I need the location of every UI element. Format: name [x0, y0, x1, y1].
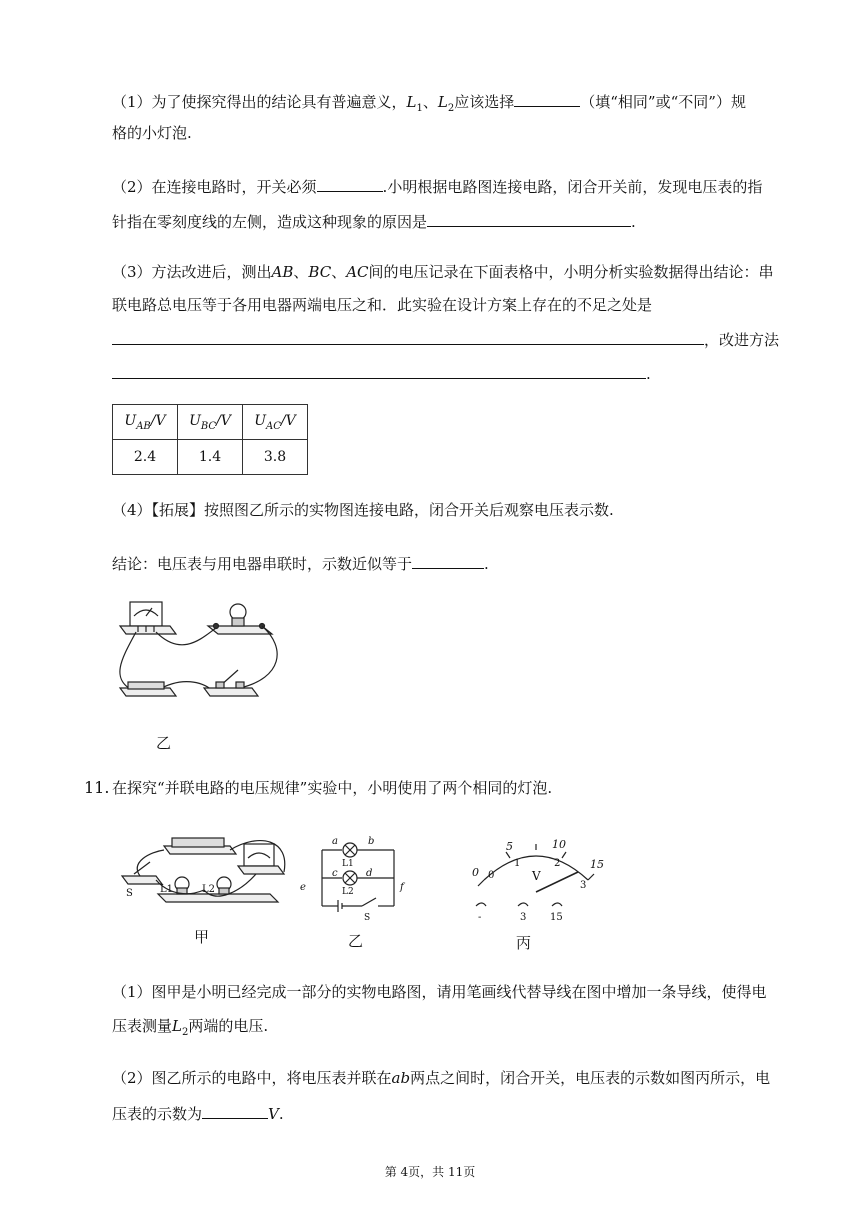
answer-blank[interactable]: [112, 328, 704, 345]
dial-bottom-1: 1: [514, 858, 521, 869]
terminal-neg: -: [478, 912, 482, 923]
q11-p1-line1: （1）图甲是小明已经完成一部分的实物电路图，请用笔画线代替导线在图中增加一条导线，使得电: [112, 983, 767, 1001]
dial-top-5: 5: [506, 840, 513, 853]
table-header: $U_{BC}/V$: [178, 405, 243, 440]
dial-bottom-2: 2: [554, 858, 561, 869]
circuit-label-d: d: [366, 868, 373, 879]
q10-p1-line1: （1）为了使探究得出的结论具有普遍意义，$L_1$、$L_2$应该选择 （填“相同”或“不同”）规: [112, 90, 746, 119]
q10-p3-line3: ，改进方法: [112, 328, 779, 350]
dial-bottom-3: 3: [580, 880, 587, 891]
figure-jia-physical-circuit: [120, 832, 300, 912]
q11-p2-line2: 压表的示数为 V.: [112, 1102, 284, 1124]
table-cell: 1.4: [178, 440, 243, 475]
dial-unit: V: [532, 869, 541, 883]
circuit-label-b: b: [368, 836, 375, 847]
circuit-label-e: e: [300, 882, 306, 893]
circuit-label-f: f: [400, 882, 404, 893]
q11-intro: 在探究“并联电路的电压规律”实验中，小明使用了两个相同的灯泡.: [112, 779, 553, 797]
q11-p1-line2: 压表测量$L_2$两端的电压.: [112, 1017, 269, 1038]
table-row: [113, 440, 308, 475]
figure-yi-physical-circuit: [112, 598, 282, 708]
figure-bing-voltmeter-dial: [466, 832, 616, 922]
figure-yi-caption: 乙: [156, 734, 172, 752]
terminal-15: 15: [550, 912, 563, 923]
figure-bing-caption: 丙: [516, 934, 532, 952]
voltage-table: [112, 404, 308, 475]
terminal-3: 3: [520, 912, 527, 923]
figure-yi-circuit-diagram: [298, 832, 418, 923]
table-header: $U_{AB}/V$: [113, 405, 178, 440]
dial-top-10: 10: [552, 838, 566, 851]
q10-p2-line1: （2）在连接电路时，开关必须 .小明根据电路图连接电路，闭合开关前，发现电压表的指: [112, 175, 762, 197]
answer-blank[interactable]: [514, 90, 580, 107]
answer-blank[interactable]: [112, 362, 646, 379]
dial-bottom-0: 0: [488, 870, 495, 881]
q10-p2-line2: 针指在零刻度线的左侧，造成这种现象的原因是 .: [112, 210, 636, 232]
question-number-11: 11.: [84, 778, 110, 797]
table-header-row: [113, 405, 308, 440]
jia-label-S: S: [126, 888, 133, 899]
answer-blank[interactable]: [427, 210, 631, 227]
q10-p4-line1: （4）【拓展】按照图乙所示的实物图连接电路，闭合开关后观察电压表示数.: [112, 501, 614, 519]
answer-blank[interactable]: [412, 552, 484, 569]
table-header: $U_{AC}/V$: [243, 405, 308, 440]
dial-top-15: 15: [590, 858, 604, 871]
answer-blank[interactable]: [202, 1102, 268, 1119]
jia-label-L1: L1: [160, 884, 174, 895]
circuit-label-a: a: [332, 836, 338, 847]
table-cell: 2.4: [113, 440, 178, 475]
q10-p3-line2: 联电路总电压等于各用电器两端电压之和．此实验在设计方案上存在的不足之处是: [112, 296, 653, 314]
figure-jia-caption: 甲: [194, 928, 210, 946]
q11-p2-line1: （2）图乙所示的电路中，将电压表并联在ab两点之间时，闭合开关，电压表的示数如图丙所示，电: [112, 1069, 771, 1087]
circuit-label-S: S: [364, 913, 371, 923]
answer-blank[interactable]: [317, 175, 383, 192]
figure-yi2-caption: 乙: [348, 932, 364, 950]
q10-p1-line2: 格的小灯泡.: [112, 124, 192, 142]
q10-p3-line1: （3）方法改进后，测出AB、BC、AC间的电压记录在下面表格中，小明分析实验数据得出结论：串: [112, 263, 774, 281]
q10-p4-line2: 结论：电压表与用电器串联时，示数近似等于 .: [112, 552, 489, 574]
dial-top-0: 0: [472, 866, 479, 879]
jia-label-L2: L2: [202, 884, 216, 895]
circuit-label-c: c: [332, 868, 338, 879]
circuit-label-L1: L1: [342, 859, 354, 869]
circuit-label-L2: L2: [342, 887, 354, 897]
q10-p3-line4: .: [112, 362, 651, 384]
page-footer: 第 4页，共 11页: [384, 1165, 476, 1179]
table-cell: 3.8: [243, 440, 308, 475]
